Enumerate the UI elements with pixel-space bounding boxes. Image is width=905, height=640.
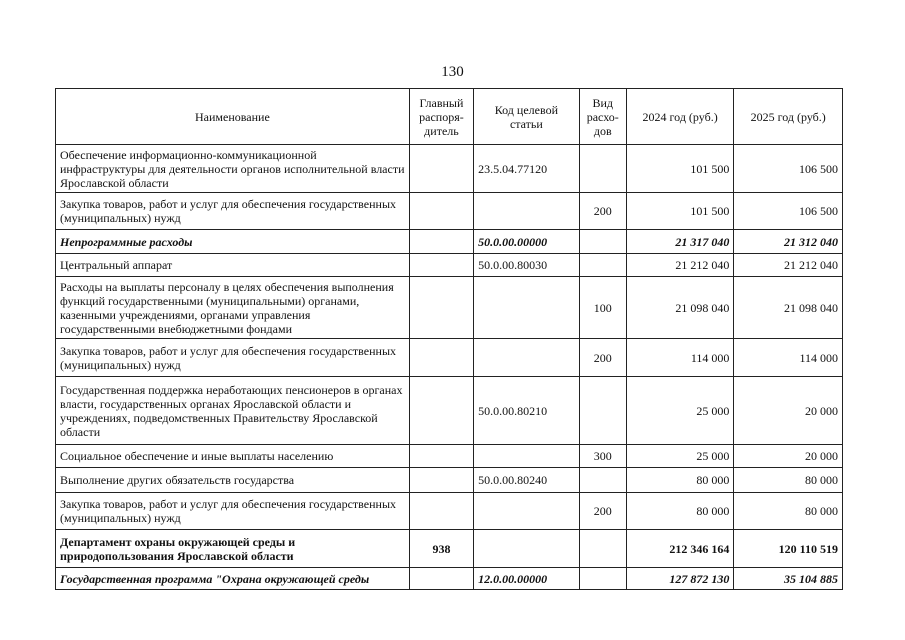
- cell-code: [474, 530, 580, 568]
- cell-ministry: [409, 568, 473, 590]
- cell-code: [474, 493, 580, 530]
- table-row: [56, 468, 843, 493]
- cell-code: 50.0.00.80210: [474, 377, 580, 445]
- cell-type: [579, 377, 626, 445]
- cell-ministry: [409, 277, 473, 339]
- table-body: [56, 145, 843, 590]
- cell-y2024: 25 000: [626, 377, 734, 445]
- cell-y2025: 20 000: [734, 377, 843, 445]
- cell-type: [579, 468, 626, 493]
- cell-name: Закупка товаров, работ и услуг для обеспечения государственных (муниципальных) нужд: [56, 193, 410, 230]
- cell-name: Непрограммные расходы: [56, 230, 410, 254]
- cell-y2025: 106 500: [734, 193, 843, 230]
- table-row: [56, 230, 843, 254]
- cell-code: 50.0.00.00000: [474, 230, 580, 254]
- table-row: [56, 145, 843, 193]
- table-row: [56, 254, 843, 277]
- cell-type: [579, 568, 626, 590]
- cell-name: Закупка товаров, работ и услуг для обеспечения государственных (муниципальных) нужд: [56, 493, 410, 530]
- cell-name: Закупка товаров, работ и услуг для обеспечения государственных (муниципальных) нужд: [56, 339, 410, 377]
- cell-name: Государственная поддержка неработающих пенсионеров в органах власти, государственных органах Ярославской области и учреждениях, подведомственных Правительству Ярославской области: [56, 377, 410, 445]
- budget-table: [55, 88, 843, 590]
- cell-y2024: 101 500: [626, 145, 734, 193]
- page-number: 130: [441, 64, 464, 80]
- cell-y2025: 21 312 040: [734, 230, 843, 254]
- table-row: [56, 568, 843, 590]
- table-row: [56, 530, 843, 568]
- cell-type: 200: [579, 339, 626, 377]
- cell-type: [579, 230, 626, 254]
- cell-type: 200: [579, 493, 626, 530]
- cell-name: Обеспечение информационно-коммуникационной инфраструктуры для деятельности органов исполнительной власти Ярославской области: [56, 145, 410, 193]
- cell-type: [579, 145, 626, 193]
- cell-y2025: 20 000: [734, 445, 843, 468]
- header-ministry: Главный распоря-дитель: [409, 89, 473, 145]
- cell-code: [474, 193, 580, 230]
- table-row: [56, 193, 843, 230]
- header-type: Вид расхо-дов: [579, 89, 626, 145]
- cell-y2024: 21 317 040: [626, 230, 734, 254]
- cell-y2025: 106 500: [734, 145, 843, 193]
- cell-name: Государственная программа "Охрана окружающей среды: [56, 568, 410, 590]
- header-name: Наименование: [56, 89, 410, 145]
- cell-ministry: [409, 339, 473, 377]
- cell-ministry: [409, 468, 473, 493]
- cell-y2024: 80 000: [626, 468, 734, 493]
- cell-y2025: 114 000: [734, 339, 843, 377]
- cell-y2024: 21 212 040: [626, 254, 734, 277]
- table-row: [56, 339, 843, 377]
- table-row: [56, 493, 843, 530]
- cell-name: Выполнение других обязательств государства: [56, 468, 410, 493]
- cell-y2024: 21 098 040: [626, 277, 734, 339]
- table-row: [56, 277, 843, 339]
- cell-type: 300: [579, 445, 626, 468]
- cell-ministry: [409, 230, 473, 254]
- cell-y2024: 101 500: [626, 193, 734, 230]
- cell-ministry: [409, 193, 473, 230]
- cell-y2024: 127 872 130: [626, 568, 734, 590]
- cell-code: 50.0.00.80240: [474, 468, 580, 493]
- cell-code: 50.0.00.80030: [474, 254, 580, 277]
- cell-y2025: 35 104 885: [734, 568, 843, 590]
- cell-ministry: [409, 377, 473, 445]
- table-row: [56, 445, 843, 468]
- cell-ministry: 938: [409, 530, 473, 568]
- cell-ministry: [409, 145, 473, 193]
- cell-code: [474, 339, 580, 377]
- cell-y2024: 114 000: [626, 339, 734, 377]
- cell-code: [474, 445, 580, 468]
- cell-type: [579, 530, 626, 568]
- cell-y2025: 21 212 040: [734, 254, 843, 277]
- cell-code: [474, 277, 580, 339]
- cell-y2024: 25 000: [626, 445, 734, 468]
- cell-y2025: 80 000: [734, 493, 843, 530]
- cell-ministry: [409, 445, 473, 468]
- cell-ministry: [409, 254, 473, 277]
- cell-name: Расходы на выплаты персоналу в целях обеспечения выполнения функций государственными (муниципальными) органами, казенными учреждениями, органами управления государственными внебюджетными фондами: [56, 277, 410, 339]
- header-y2025: 2025 год (руб.): [734, 89, 843, 145]
- cell-y2025: 120 110 519: [734, 530, 843, 568]
- header-code: Код целевой статьи: [474, 89, 580, 145]
- cell-y2024: 212 346 164: [626, 530, 734, 568]
- cell-ministry: [409, 493, 473, 530]
- header-row: [56, 89, 843, 145]
- cell-type: 100: [579, 277, 626, 339]
- cell-type: 200: [579, 193, 626, 230]
- cell-y2025: 21 098 040: [734, 277, 843, 339]
- cell-y2025: 80 000: [734, 468, 843, 493]
- cell-name: Департамент охраны окружающей среды и природопользования Ярославской области: [56, 530, 410, 568]
- cell-name: Социальное обеспечение и иные выплаты населению: [56, 445, 410, 468]
- cell-name: Центральный аппарат: [56, 254, 410, 277]
- cell-code: 23.5.04.77120: [474, 145, 580, 193]
- header-y2024: 2024 год (руб.): [626, 89, 734, 145]
- cell-type: [579, 254, 626, 277]
- cell-y2024: 80 000: [626, 493, 734, 530]
- cell-code: 12.0.00.00000: [474, 568, 580, 590]
- table-row: [56, 377, 843, 445]
